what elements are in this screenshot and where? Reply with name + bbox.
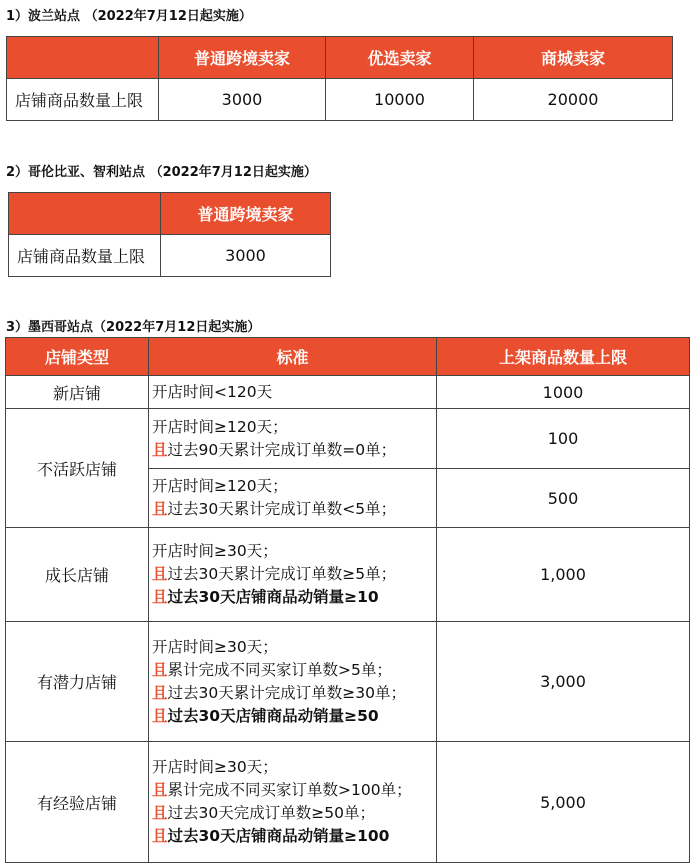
criteria-line: 开店时间≥30天； <box>152 758 278 776</box>
criteria-cell <box>149 469 437 528</box>
store-type-cell: 有经验店铺 <box>6 742 149 863</box>
criteria-text: 过去30天累计完成订单数≥30单； <box>167 683 406 702</box>
criteria-text-bold: 过去30天店铺商品动销量≥100 <box>167 827 390 845</box>
and-marker: 且 <box>152 588 168 606</box>
limit-cell: 3,000 <box>437 622 690 742</box>
criteria-line: 开店时间≥120天； <box>152 417 288 436</box>
table-row <box>6 528 690 622</box>
value-cell: 3000 <box>161 235 331 277</box>
section-title-poland: 1）波兰站点 （2022年7月12日起实施） <box>6 9 252 24</box>
value-cell: 3000 <box>159 79 326 121</box>
criteria-line <box>152 825 436 848</box>
criteria-line: 开店时间≥120天； <box>152 477 288 495</box>
criteria-line <box>152 659 436 682</box>
table-header-row <box>7 37 673 79</box>
mexico-table <box>5 337 690 863</box>
table-row <box>6 742 690 863</box>
store-type-cell: 不活跃店铺 <box>6 409 149 528</box>
value-cell: 10000 <box>326 79 474 121</box>
and-marker: 且 <box>152 804 168 822</box>
criteria-text-bold: 过去30天店铺商品动销量≥10 <box>167 588 379 606</box>
criteria-line <box>152 802 436 825</box>
criteria-cell <box>149 742 437 863</box>
header-cell: 普通跨境卖家 <box>159 37 326 79</box>
criteria-text: 过去30天完成订单数≥50单； <box>167 804 375 822</box>
criteria-text: 过去90天累计完成订单数=0单； <box>167 440 397 459</box>
and-marker: 且 <box>152 706 168 725</box>
criteria-line <box>152 682 436 705</box>
criteria-line <box>152 439 436 462</box>
header-cell: 标准 <box>149 338 437 376</box>
and-marker: 且 <box>152 683 168 702</box>
limit-cell: 5,000 <box>437 742 690 863</box>
header-cell <box>7 37 159 79</box>
criteria-text: 过去30天累计完成订单数<5单； <box>167 500 397 518</box>
criteria-text: 累计完成不同买家订单数>100单； <box>167 781 412 799</box>
section-title-colombia-chile: 2）哥伦比亚、智利站点 （2022年7月12日起实施） <box>6 165 317 180</box>
table-row <box>9 235 331 277</box>
and-marker: 且 <box>152 781 168 799</box>
row-label: 店铺商品数量上限 <box>7 79 159 121</box>
limit-cell: 100 <box>437 409 690 469</box>
colombia-chile-table <box>8 192 331 277</box>
header-cell <box>9 193 161 235</box>
and-marker: 且 <box>152 660 168 679</box>
value-cell: 20000 <box>474 79 673 121</box>
poland-table <box>6 36 673 121</box>
header-cell: 店铺类型 <box>6 338 149 376</box>
criteria-line <box>152 563 436 586</box>
store-type-cell: 有潜力店铺 <box>6 622 149 742</box>
table-row <box>6 622 690 742</box>
criteria-text: 过去30天累计完成订单数≥5单； <box>167 565 397 583</box>
limit-cell: 1000 <box>437 376 690 409</box>
criteria-line <box>152 498 436 521</box>
criteria-cell <box>149 409 437 469</box>
and-marker: 且 <box>152 440 168 459</box>
limit-cell: 500 <box>437 469 690 528</box>
and-marker: 且 <box>152 565 168 583</box>
section-title-mexico: 3）墨西哥站点（2022年7月12日起实施） <box>6 320 261 335</box>
header-cell: 优选卖家 <box>326 37 474 79</box>
criteria-line <box>152 586 436 609</box>
criteria-line: 开店时间<120天 <box>152 382 273 401</box>
criteria-text: 累计完成不同买家订单数>5单； <box>167 660 392 679</box>
row-label: 店铺商品数量上限 <box>9 235 161 277</box>
limit-cell: 1,000 <box>437 528 690 622</box>
store-type-cell: 成长店铺 <box>6 528 149 622</box>
table-row <box>6 409 690 469</box>
header-cell: 上架商品数量上限 <box>437 338 690 376</box>
and-marker: 且 <box>152 500 168 518</box>
criteria-text-bold: 过去30天店铺商品动销量≥50 <box>167 706 379 725</box>
criteria-cell <box>149 376 437 409</box>
table-row <box>6 376 690 409</box>
header-cell: 普通跨境卖家 <box>161 193 331 235</box>
table-header-row <box>9 193 331 235</box>
criteria-line: 开店时间≥30天； <box>152 637 278 656</box>
and-marker: 且 <box>152 827 168 845</box>
criteria-line <box>152 705 436 728</box>
table-row <box>7 79 673 121</box>
criteria-cell <box>149 622 437 742</box>
criteria-line: 开店时间≥30天； <box>152 542 278 560</box>
store-type-cell: 新店铺 <box>6 376 149 409</box>
criteria-cell <box>149 528 437 622</box>
header-cell: 商城卖家 <box>474 37 673 79</box>
table-header-row <box>6 338 690 376</box>
criteria-line <box>152 779 436 802</box>
